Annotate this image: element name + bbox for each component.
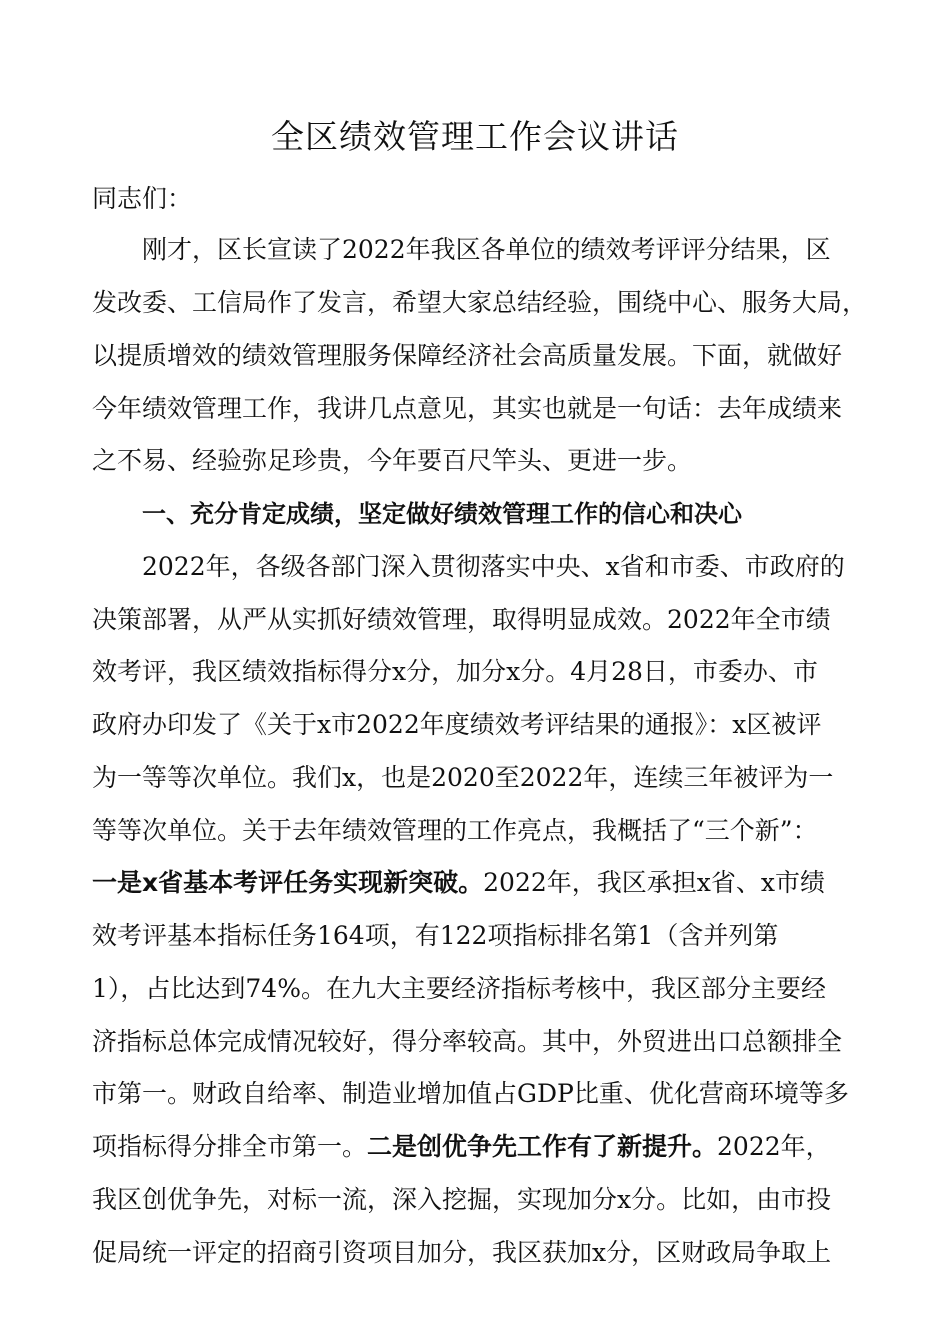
paragraph-line: 发改委、工信局作了发言，希望大家总结经验，围绕中心、服务大局，	[92, 288, 868, 317]
paragraph-line: 我区创优争先，对标一流，深入挖掘，实现加分x分。比如，由市投	[92, 1185, 832, 1214]
paragraph-line: 效考评基本指标任务164项，有122项指标排名第1（含并列第	[92, 921, 779, 950]
paragraph-line: 之不易、经验弥足珍贵，今年要百尺竿头、更进一步。	[92, 446, 693, 475]
paragraph-line: 效考评，我区绩效指标得分x分，加分x分。4月28日，市委办、市	[92, 657, 818, 686]
paragraph-line: 刚才，区长宣读了2022年我区各单位的绩效考评评分结果，区	[142, 235, 831, 264]
paragraph-line: 今年绩效管理工作，我讲几点意见，其实也就是一句话：去年成绩来	[92, 394, 843, 423]
paragraph-line: 以提质增效的绩效管理服务保障经济社会高质量发展。下面，就做好	[92, 341, 843, 370]
paragraph-line: 1），占比达到74%。在九大主要经济指标考核中，我区部分主要经	[92, 974, 826, 1003]
paragraph-line: 2022年，各级各部门深入贯彻落实中央、x省和市委、市政府的	[142, 552, 845, 581]
highlight-point-one: 一是x省基本考评任务实现新突破。	[92, 868, 484, 897]
paragraph-line: 市第一。财政自给率、制造业增加值占GDP比重、优化营商环境等多	[92, 1079, 849, 1108]
document-title: 全区绩效管理工作会议讲话	[271, 117, 679, 156]
paragraph-text: 2022年，	[717, 1132, 831, 1161]
section-heading: 一、充分肯定成绩，坚定做好绩效管理工作的信心和决心	[142, 500, 742, 528]
paragraph-line	[92, 1129, 831, 1165]
paragraph-line: 等等次单位。关于去年绩效管理的工作亮点，我概括了“三个新”：	[92, 816, 818, 845]
paragraph-line: 为一等等次单位。我们x，也是2020至2022年，连续三年被评为一	[92, 763, 834, 792]
paragraph-text: 2022年，我区承担x省、x市绩	[483, 868, 825, 897]
paragraph-line: 促局统一评定的招商引资项目加分，我区获加x分，区财政局争取上	[92, 1238, 832, 1267]
paragraph-line: 政府办印发了《关于x市2022年度绩效考评结果的通报》：x区被评	[92, 710, 822, 739]
salutation: 同志们：	[92, 184, 193, 213]
paragraph-line: 决策部署，从严从实抓好绩效管理，取得明显成效。2022年全市绩	[92, 605, 831, 634]
highlight-point-two: 二是创优争先工作有了新提升。	[367, 1132, 718, 1161]
paragraph-line	[92, 865, 825, 901]
paragraph-text: 项指标得分排全市第一。	[92, 1132, 368, 1161]
paragraph-line: 济指标总体完成情况较好，得分率较高。其中，外贸进出口总额排全	[92, 1027, 843, 1056]
